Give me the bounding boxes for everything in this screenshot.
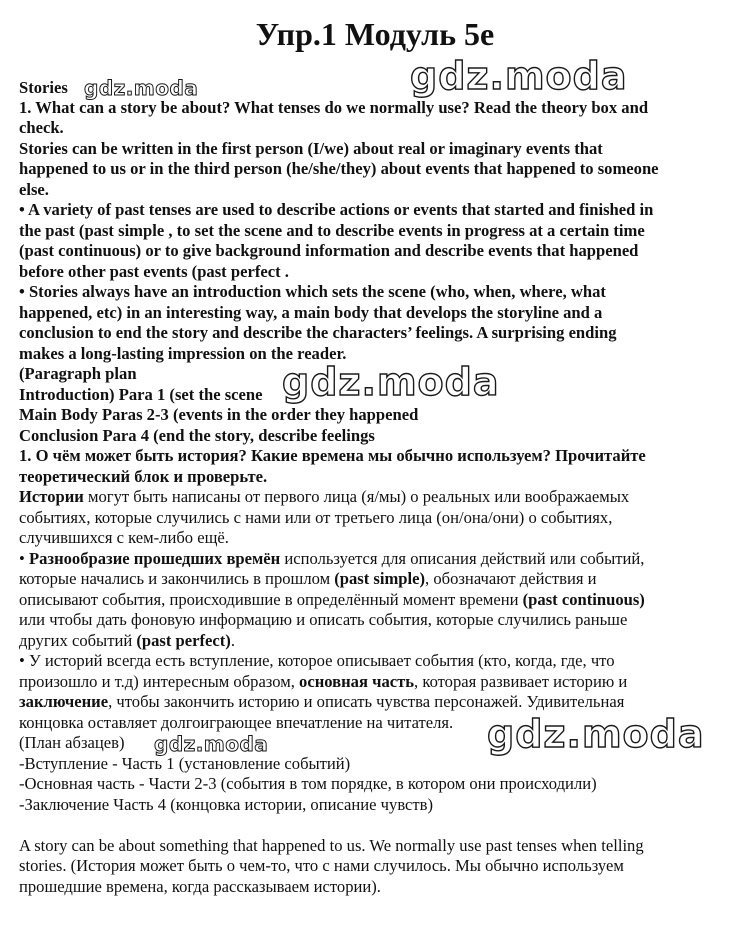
en-paragraph-1-line-3: else.: [19, 180, 49, 199]
en-plan-item-3: Conclusion Para 4 (end the story, describe feelings: [19, 426, 375, 445]
ru-paragraph-3-line-3: заключение, чтобы закончить историю и описать чувства персонажей. Удивительная: [19, 692, 625, 711]
watermark-logo: gdz.moda: [487, 712, 705, 756]
answer-line-3: прошедшие времена, когда рассказываем истории).: [19, 877, 381, 896]
ru-paragraph-2-line-2: которые начались и закончились в прошлом (past simple), обозначают действия и: [19, 569, 597, 588]
en-question-line-2: check.: [19, 118, 64, 137]
en-paragraph-2-line-4: before other past events (past perfect .: [19, 262, 289, 281]
ru-paragraph-3-line-4: концовка оставляет долгоиграющее впечатление на читателя.: [19, 713, 454, 732]
ru-paragraph-3-line-1: • У историй всегда есть вступление, которое описывает события (кто, когда, где, что: [19, 651, 615, 670]
watermark-logo: gdz.moda: [154, 732, 269, 756]
en-paragraph-3-line-4: makes a long-lasting impression on the reader.: [19, 344, 347, 363]
watermark-logo: gdz.moda: [282, 360, 500, 404]
en-paragraph-2-line-1: • A variety of past tenses are used to describe actions or events that started and finished in: [19, 200, 654, 219]
ru-paragraph-2-line-5: других событий (past perfect).: [19, 631, 235, 650]
en-plan-title: (Paragraph plan: [19, 364, 137, 383]
ru-paragraph-1-line-3: случившихся с кем-либо ещё.: [19, 528, 229, 547]
watermark-logo: gdz.moda: [84, 76, 199, 100]
ru-plan-title: (План абзацев): [19, 733, 125, 752]
en-paragraph-3-line-3: conclusion to end the story and describe the characters’ feelings. A surprising ending: [19, 323, 617, 342]
en-question-line-1: 1. What can a story be about? What tenses do we normally use? Read the theory box and: [19, 98, 649, 117]
ru-paragraph-2-line-1: • Разнообразие прошедших времён используется для описания действий или событий,: [19, 549, 645, 568]
ru-paragraph-1-line-1: Истории могут быть написаны от первого лица (я/мы) о реальных или воображаемых: [19, 487, 630, 506]
ru-term-past-tenses: Разнообразие прошедших времён: [28, 549, 281, 568]
ru-paragraph-3-line-2: произошло и т.д) интересным образом, основная часть, которая развивает историю и: [19, 672, 628, 691]
ru-term-stories: Истории: [19, 487, 84, 506]
en-plan-item-2: Main Body Paras 2-3 (events in the order they happened: [19, 405, 419, 424]
en-paragraph-3-line-2: happened, etc) in an interesting way, a main body that develops the storyline and a: [19, 303, 603, 322]
page-title: Упр.1 Модуль 5e: [255, 16, 495, 52]
ru-question-line-2: теоретический блок и проверьте.: [19, 467, 268, 486]
answer-line-2: stories. (История может быть о чем-то, что с нами случилось. Мы обычно используем: [19, 856, 624, 875]
en-paragraph-1-line-2: happened to us or in the third person (he/she/they) about events that happened to someone: [19, 159, 659, 178]
answer-line-1: A story can be about something that happened to us. We normally use past tenses when telling: [19, 836, 644, 855]
en-paragraph-2-line-3: (past continuous) or to give background information and describe events that happened: [19, 241, 639, 260]
ru-plan-item-2: -Основная часть - Части 2-3 (события в том порядке, в котором они происходили): [19, 774, 597, 793]
en-paragraph-2-line-2: the past (past simple , to set the scene and to describe events in progress at a certain time: [19, 221, 645, 240]
ru-plan-item-3: -Заключение Часть 4 (концовка истории, описание чувств): [19, 795, 434, 814]
ru-plan-item-1: -Вступление - Часть 1 (установление событий): [19, 754, 351, 773]
en-paragraph-1-line-1: Stories can be written in the first person (I/we) about real or imaginary events that: [19, 139, 603, 158]
ru-question-line-1: 1. О чём может быть история? Какие времена мы обычно используем? Прочитайте: [19, 446, 646, 465]
watermark-logo: gdz.moda: [410, 54, 628, 98]
ru-paragraph-1-line-2: событиях, которые случились с нами или от третьего лица (он/она/они) о событиях,: [19, 508, 613, 527]
ru-paragraph-2-line-4: или чтобы дать фоновую информацию и описать события, которые случились раньше: [19, 610, 628, 629]
en-plan-item-1: Introduction) Para 1 (set the scene: [19, 385, 263, 404]
section-heading: Stories: [19, 78, 68, 97]
ru-paragraph-2-line-3: описывают события, происходившие в определённый момент времени (past continuous): [19, 590, 645, 609]
en-paragraph-3-line-1: • Stories always have an introduction which sets the scene (who, when, where, what: [19, 282, 606, 301]
